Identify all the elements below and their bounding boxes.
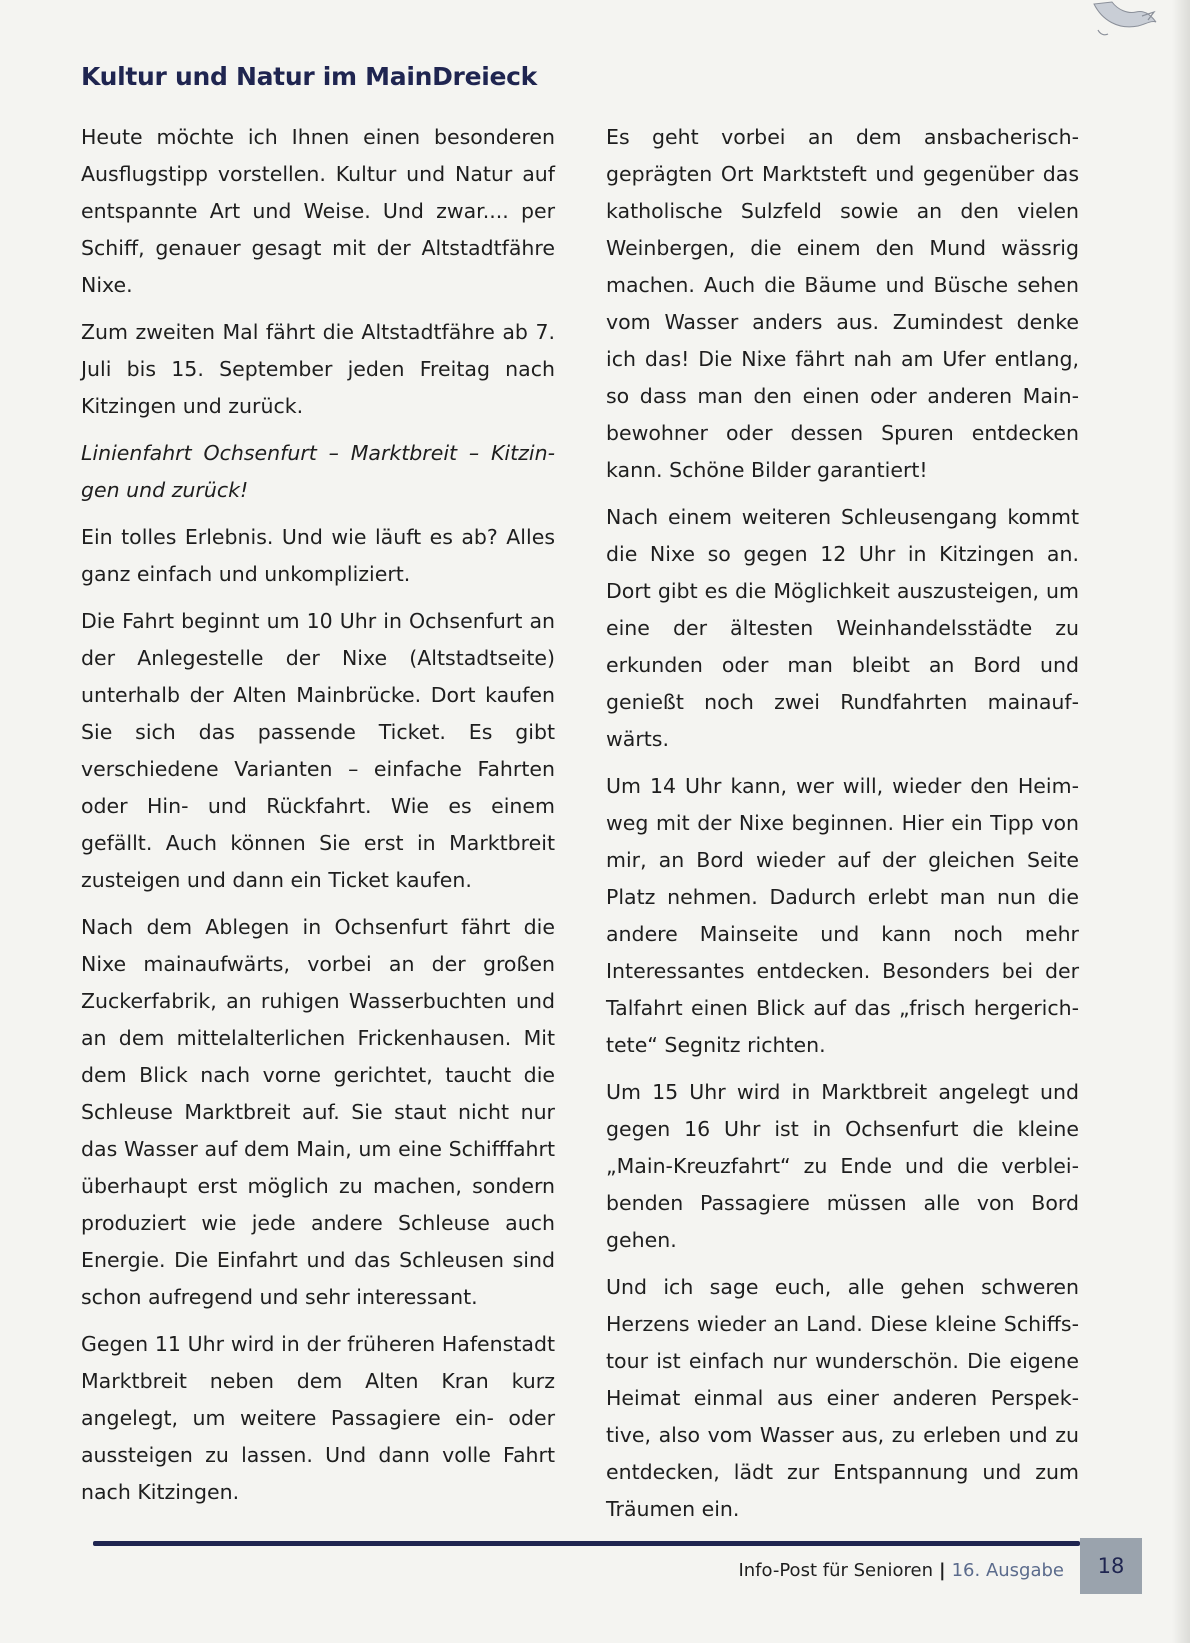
page-edge-shadow — [1172, 0, 1190, 1643]
page-number: 18 — [1080, 1538, 1142, 1594]
footer-rule — [93, 1541, 1080, 1546]
paragraph: Die Fahrt beginnt um 10 Uhr in Ochsenfurt an der Anlegestelle der Nixe (Altstadtseite) unterhalb der Alten Mainbrücke. Dort kaufen Sie sich das passende Ticket. Es gibt verschiedene Varianten – einfache Fahrten oder Hin- und Rückfahrt. Wie es einem gefällt. Auch können Sie erst in Marktbreit zusteigen und dann ein Ticket kaufen. — [81, 609, 555, 892]
route-highlight: Linienfahrt Ochsenfurt – Marktbreit – Kitzingen und zurück! — [81, 441, 555, 502]
issue-number: 16. Ausgabe — [951, 1560, 1064, 1581]
paragraph: Und ich sage euch, alle gehen schweren Herzens wieder an Land. Diese kleine Schiffstour ist einfach nur wunderschön. Die eigene Heimat einmal aus einer anderen Perspektive, also vom Wasser aus, zu erleben und zu entdecken, lädt zur Entspannung und zum Träumen ein. — [606, 1275, 1079, 1521]
bird-mascot-icon — [1088, 0, 1158, 38]
paragraph: Nach einem weiteren Schleusengang kommt die Nixe so gegen 12 Uhr in Kitzingen an. Dort gibt es die Möglichkeit auszusteigen, um eine der ältesten Weinhandelsstädte zu erkunden oder man bleibt an Bord und genießt noch zwei Rundfahrten mainaufwärts. — [606, 505, 1079, 751]
paragraph: Gegen 11 Uhr wird in der früheren Hafenstadt Marktbreit neben dem Alten Kran kurz angelegt, um weitere Passagiere ein- oder aussteigen zu lassen. Und dann volle Fahrt nach Kitzingen. — [81, 1332, 555, 1504]
publication-name: Info-Post für Senioren — [738, 1560, 934, 1581]
paragraph: Es geht vorbei an dem ansbacherisch-geprägten Ort Marktsteft und gegenüber das katholische Sulzfeld sowie an den vielen Weinbergen, die einem den Mund wässrig machen. Auch die Bäume und Büsche sehen vom Wasser anders aus. Zumindest denke ich das! Die Nixe fährt nah am Ufer entlang, so dass man den einen oder anderen Mainbewohner oder dessen Spuren entdecken kann. Schöne Bilder garantiert! — [606, 125, 1079, 482]
footer-separator: | — [939, 1560, 946, 1581]
article-column-right — [606, 119, 1079, 1538]
paragraph: Um 14 Uhr kann, wer will, wieder den Heimweg mit der Nixe beginnen. Hier ein Tipp von mir, an Bord wieder auf der gleichen Seite Platz nehmen. Dadurch erlebt man nun die andere Mainseite und kann noch mehr Interessantes entdecken. Besonders bei der Talfahrt einen Blick auf das „frisch hergerichtete“ Segnitz richten. — [606, 774, 1079, 1057]
article-column-left — [81, 119, 555, 1521]
paragraph: Ein tolles Erlebnis. Und wie läuft es ab? Alles ganz einfach und unkompliziert. — [81, 525, 555, 586]
paragraph: Heute möchte ich Ihnen einen besonderen Ausflugstipp vorstellen. Kultur und Natur auf entspannte Art und Weise. Und zwar.... per Schiff, genauer gesagt mit der Altstadtfähre Nixe. — [81, 125, 555, 297]
article-title: Kultur und Natur im MainDreieck — [81, 62, 537, 91]
paragraph: Um 15 Uhr wird in Marktbreit angelegt und gegen 16 Uhr ist in Ochsenfurt die kleine „Main-Kreuzfahrt“ zu Ende und die verbleibenden Passagiere müssen alle von Bord gehen. — [606, 1080, 1079, 1252]
paragraph: Zum zweiten Mal fährt die Altstadtfähre ab 7. Juli bis 15. September jeden Freitag nach Kitzingen und zurück. — [81, 320, 555, 418]
footer-publication-line — [738, 1560, 1064, 1581]
paragraph: Nach dem Ablegen in Ochsenfurt fährt die Nixe mainaufwärts, vorbei an der großen Zuckerfabrik, an ruhigen Wasserbuchten und an dem mittelalterlichen Frickenhausen. Mit dem Blick nach vorne gerichtet, taucht die Schleuse Marktbreit auf. Sie staut nicht nur das Wasser auf dem Main, um eine Schifffahrt überhaupt erst möglich zu machen, sondern produziert wie jede andere Schleuse auch Energie. Die Einfahrt und das Schleusen sind schon aufregend und sehr interessant. — [81, 915, 555, 1309]
